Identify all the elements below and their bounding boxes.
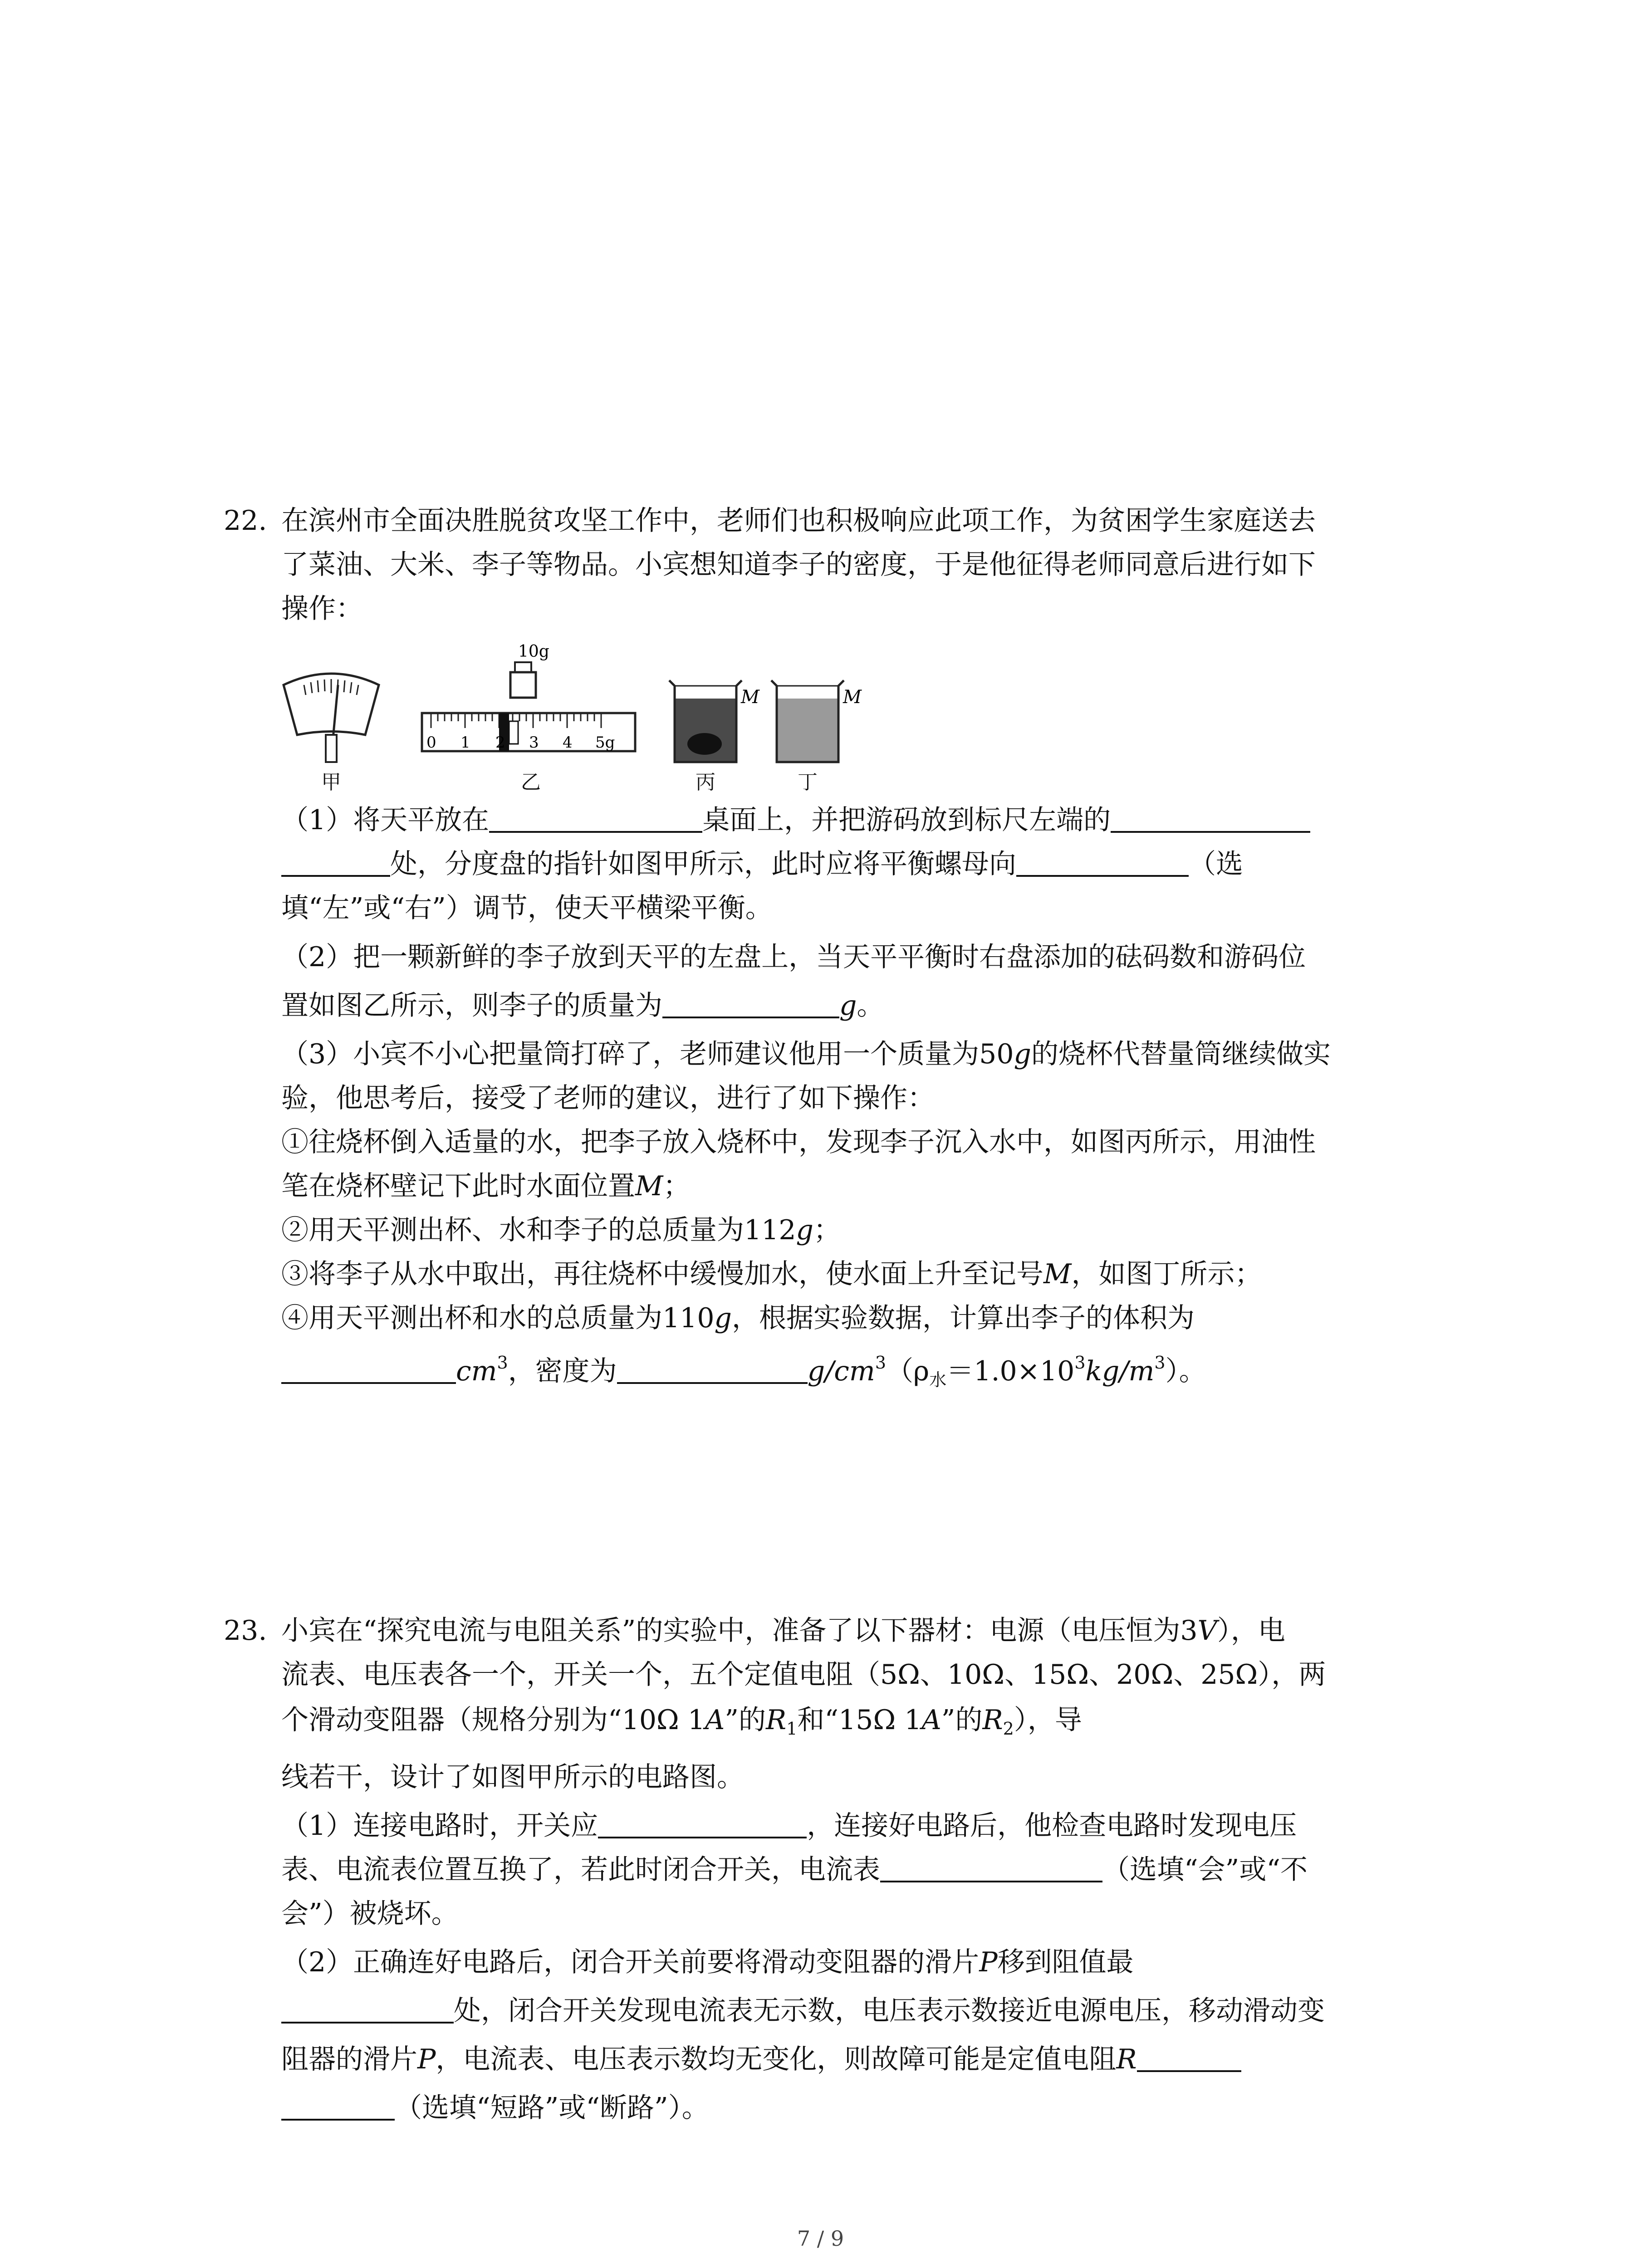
q22-p3-step-4: ④用天平测出杯和水的总质量为110g，根据实验数据，计算出李子的体积为 [281, 1302, 1195, 1334]
q22-p3-step-2: ②用天平测出杯、水和李子的总质量为112g； [281, 1214, 841, 1246]
q23-intro-line-3: 个滑动变阻器（规格分别为“10Ω 1A”的$R_1$和“15Ω 1A”的$R_2$），导 [281, 1704, 1082, 1739]
weight-label: 10g [518, 642, 549, 661]
ruler-tick-1: 1 [460, 733, 470, 752]
q23-p1-line-2: 表、电流表位置互换了，若此时闭合开关，电流表 （选填“会”或“不 [281, 1852, 1308, 1888]
question-23-number: 23. [224, 1615, 267, 1647]
ruler-tick-0: 0 [426, 733, 436, 752]
figure-bing-beaker [665, 676, 764, 771]
answer-blank-10b[interactable] [281, 2091, 395, 2121]
answer-blank-3[interactable] [1016, 847, 1189, 877]
mark-label-m-ding: M [843, 687, 862, 708]
q23-p1-line-1: （1）连接电路时，开关应 ，连接好电路后，他检查电路时发现电压 [281, 1808, 1297, 1844]
q22-p3-final-line: $cm^3$，密度为 $g/cm^3(\rho_水=1.0\times 10^3kg/m^3)$。 [281, 1353, 1206, 1389]
figure-jia-dial [277, 667, 386, 767]
ruler-tick-4: 4 [563, 733, 573, 752]
answer-blank-8[interactable] [880, 1853, 1102, 1882]
answer-blank-2[interactable] [1111, 803, 1310, 833]
figure-label-jia: 甲 [321, 771, 341, 794]
page-number: 7 / 9 [797, 2226, 844, 2251]
answer-blank-2b[interactable] [281, 847, 390, 877]
q22-p2-line-2: 置如图乙所示，则李子的质量为 g。 [281, 987, 884, 1024]
q22-p1-line-2: 处，分度盘的指针如图甲所示，此时应将平衡螺母向 （选 [281, 846, 1243, 882]
q23-p2-line-2: 处，闭合开关发现电流表无示数，电压表示数接近电源电压，移动滑动变 [281, 1993, 1325, 2029]
q22-intro-line-1: 在滨州市全面决胜脱贫攻坚工作中，老师们也积极响应此项工作，为贫困学生家庭送去 [281, 505, 1316, 537]
ruler-tick-5g: 5g [595, 733, 615, 752]
q22-intro-line-3: 操作： [281, 593, 363, 625]
figure-yi-ruler [417, 635, 644, 771]
answer-blank-5[interactable] [281, 1354, 456, 1384]
mark-label-m-bing: M [741, 687, 759, 708]
answer-blank-7[interactable] [598, 1809, 807, 1838]
answer-blank-6[interactable] [617, 1354, 808, 1384]
answer-blank-4[interactable] [662, 988, 839, 1018]
q23-p2-line-1: （2）正确连好电路后，闭合开关前要将滑动变阻器的滑片P移到阻值最 [281, 1946, 1134, 1978]
q23-intro-line-1: 小宾在“探究电流与电阻关系”的实验中，准备了以下器材：电源（电压恒为3V），电 [281, 1615, 1285, 1647]
q22-p1-line-3: 填“左”或“右”）调节，使天平横梁平衡。 [281, 892, 773, 924]
q22-p3-line-1: （3）小宾不小心把量筒打碎了，老师建议他用一个质量为50g的烧杯代替量筒继续做实 [281, 1038, 1331, 1070]
ruler-tick-3: 3 [529, 733, 539, 752]
answer-blank-9[interactable] [281, 1994, 454, 2024]
q22-p2-line-1: （2）把一颗新鲜的李子放到天平的左盘上，当天平平衡时右盘添加的砝码数和游码位 [281, 941, 1306, 973]
answer-blank-1[interactable] [489, 803, 702, 833]
q22-p3-step-1a: ①往烧杯倒入适量的水，把李子放入烧杯中，发现李子沉入水中，如图丙所示，用油性 [281, 1126, 1316, 1158]
figure-label-bing: 丙 [696, 771, 715, 794]
q23-p2-line-3: 阻器的滑片P，电流表、电压表示数均无变化，则故障可能是定值电阻R [281, 2041, 1241, 2077]
q22-p1-line-1: （1）将天平放在 桌面上，并把游码放到标尺左端的 [281, 802, 1310, 838]
question-22-number: 22. [224, 505, 267, 537]
q23-p2-line-4: （选填“短路”或“断路”）。 [281, 2090, 709, 2126]
q22-intro-line-2: 了菜油、大米、李子等物品。小宾想知道李子的密度，于是他征得老师同意后进行如下 [281, 549, 1316, 581]
figure-label-ding: 丁 [798, 771, 818, 794]
q23-intro-line-4: 线若干，设计了如图甲所示的电路图。 [281, 1761, 744, 1793]
q23-p1-line-3: 会”）被烧坏。 [281, 1898, 459, 1930]
q23-intro-line-2: 流表、电压表各一个，开关一个，五个定值电阻（5Ω、10Ω、15Ω、20Ω、25Ω），两 [281, 1659, 1326, 1691]
q22-p3-step-3: ③将李子从水中取出，再往烧杯中缓慢加水，使水面上升至记号M，如图丁所示； [281, 1258, 1262, 1290]
q22-p3-line-2: 验，他思考后，接受了老师的建议，进行了如下操作： [281, 1082, 935, 1114]
ruler-tick-2: 2 [495, 733, 505, 752]
figure-label-yi: 乙 [521, 771, 541, 794]
q22-p3-step-1b: 笔在烧杯壁记下此时水面位置M； [281, 1170, 691, 1202]
answer-blank-10[interactable] [1137, 2042, 1241, 2072]
figure-ding-beaker [767, 676, 871, 771]
